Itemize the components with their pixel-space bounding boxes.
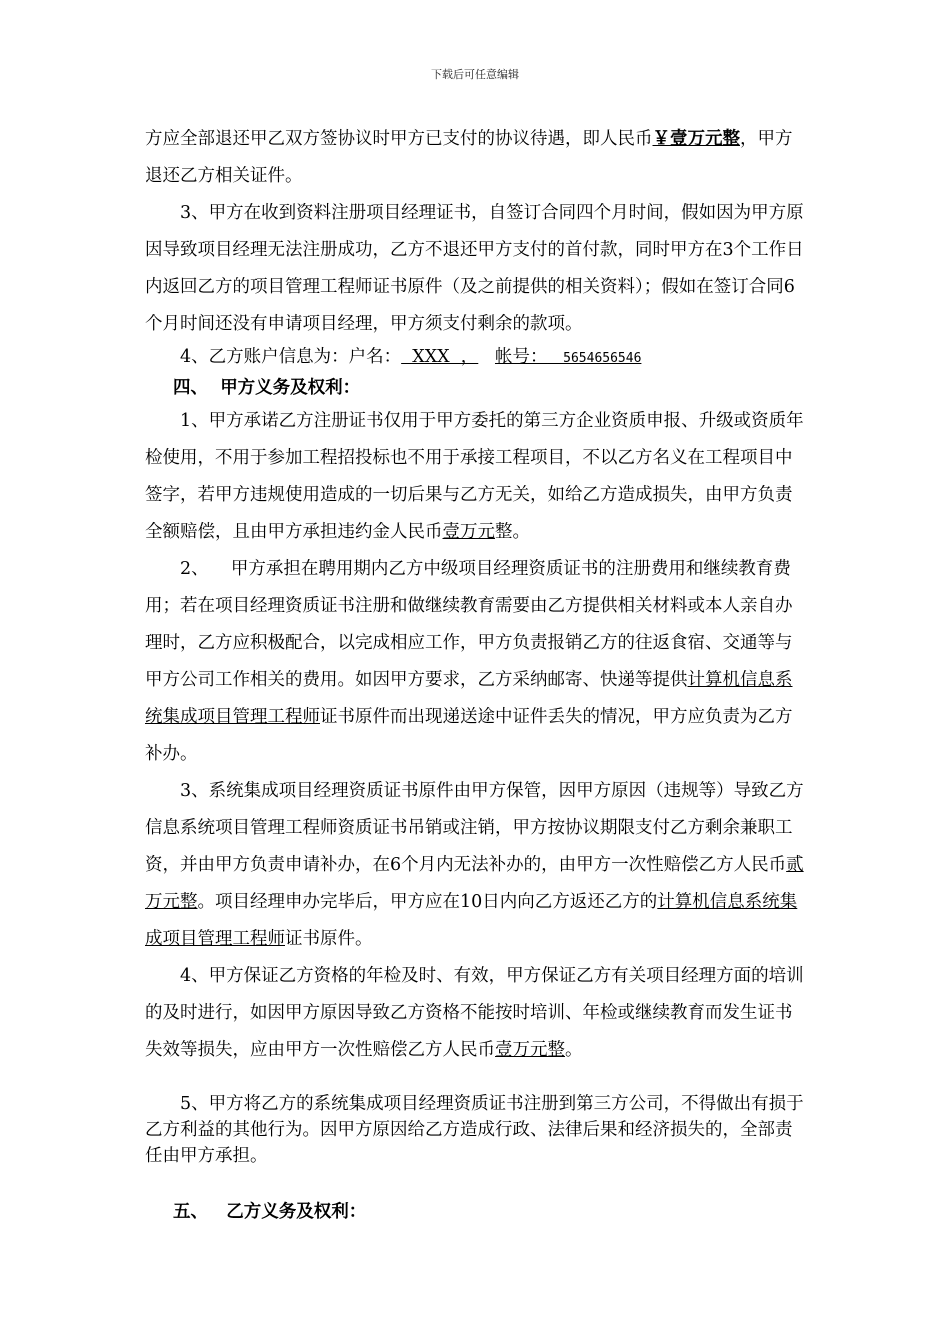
cert-name-underlined: 计算机信息系统集成项目管理工程师	[145, 670, 793, 727]
paragraph-refund	[145, 121, 805, 195]
amount-underlined: ￥壹万元整	[652, 129, 740, 149]
paragraph-obligation-3	[145, 773, 805, 958]
paragraph-account-info	[145, 343, 805, 373]
paragraph-text: 证书原件。	[285, 929, 373, 949]
paragraph-text: 。项目经理申办完毕后，甲方应在10日内向乙方返还乙方的	[197, 892, 658, 912]
account-number: 5654656546	[547, 351, 642, 366]
amount-underlined: 贰万元整	[145, 855, 804, 912]
paragraph-text: 1、甲方承诺乙方注册证书仅用于甲方委托的第三方企业资质申报、升级或资质年检使用，不用于参加工程招投标也不用于承接工程项目，不以乙方名义在工程项目中签字，若甲方违规使用造成的一切后果与乙方无关，如给乙方造成损失，由甲方负责全额赔偿，且由甲方承担违约金人民币	[145, 411, 804, 542]
cert-name-underlined: 计算机信息系统集成项目管理工程师	[145, 892, 798, 949]
amount-underlined: 壹万元	[442, 522, 495, 542]
account-number-label: 帐号：	[494, 347, 548, 367]
paragraph-text: 4、甲方保证乙方资格的年检及时、有效，甲方保证乙方有关项目经理方面的培训的及时进行，如因甲方原因导致乙方资格不能按时培训、年检或继续教育而发生证书失效等损失，应由甲方一次性赔偿乙方人民币	[145, 966, 804, 1060]
section-number: 五、	[173, 1202, 208, 1222]
paragraph-text: 整。	[495, 522, 530, 542]
document-body	[145, 121, 805, 1227]
section-number: 四、	[173, 378, 208, 398]
paragraph-text: 2、 甲方承担在聘用期内乙方中级项目经理资质证书的注册费用和继续教育费用；若在项目经理资质证书注册和做继续教育需要由乙方提供相关材料或本人亲自办理时，乙方应积极配合，以完成相应工作，甲方负责报销乙方的往返食宿、交通等与甲方公司工作相关的费用。如因甲方要求，乙方采纳邮寄、快递等提供	[145, 559, 793, 690]
section-title: 乙方义务及权利：	[226, 1202, 367, 1222]
amount-underlined: 壹万元整	[495, 1040, 565, 1060]
paragraph-text: 方应全部退还甲乙双方签协议时甲方已支付的协议待遇，即人民币	[145, 129, 653, 149]
section-title: 甲方义务及权利：	[220, 378, 361, 398]
paragraph-text: 证书原件而出现递送途中证件丢失的情况，甲方应负责为乙方补办。	[145, 707, 793, 764]
paragraph-obligation-5: 5、甲方将乙方的系统集成项目经理资质证书注册到第三方公司，不得做出有损于乙方利益的其他行为。因甲方原因给乙方造成行政、法律后果和经济损失的，全部责任由甲方承担。	[145, 1094, 804, 1166]
paragraph-obligation-1	[145, 403, 805, 551]
page-header: 下载后可任意编辑	[431, 68, 519, 81]
account-label: 4、乙方账户信息为：户名：	[180, 347, 402, 367]
paragraph-text: 。	[565, 1040, 583, 1060]
section-heading-4	[145, 373, 805, 403]
section-heading-5	[145, 1197, 805, 1227]
paragraph-obligation-4	[145, 958, 805, 1069]
paragraph-clause-3: 3、甲方在收到资料注册项目经理证书，自签订合同四个月时间，假如因为甲方原因导致项目经理无法注册成功，乙方不退还甲方支付的首付款，同时甲方在3个工作日内返回乙方的项目管理工程师证书原件（及之前提供的相关资料）；假如在签订合同6个月时间还没有申请项目经理，甲方须支付剩余的款项。	[145, 203, 804, 334]
paragraph-obligation-2	[145, 551, 805, 773]
paragraph-text: 3、系统集成项目经理资质证书原件由甲方保管，因甲方原因（违规等）导致乙方信息系统项目管理工程师资质证书吊销或注销，甲方按协议期限支付乙方剩余兼职工资，并由甲方负责申请补办，在6个月内无法补办的，由甲方一次性赔偿乙方人民币	[145, 781, 804, 875]
account-name: XXX ，	[401, 347, 479, 367]
paragraph-text: ，甲方退还乙方相关证件。	[145, 129, 793, 186]
